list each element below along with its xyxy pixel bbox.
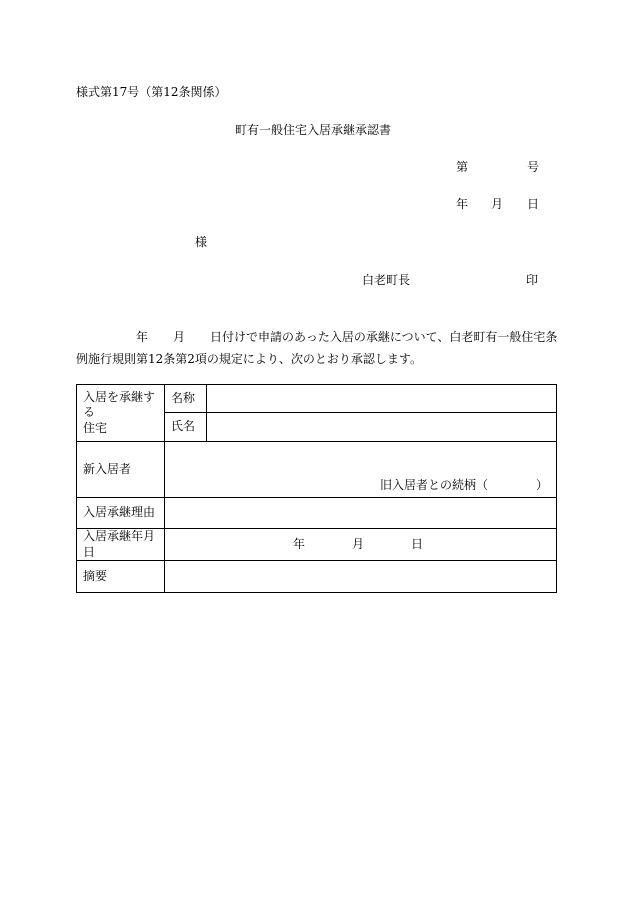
housing-name-label: 名称 — [165, 385, 207, 413]
new-resident-field[interactable] — [165, 442, 557, 498]
remarks-field[interactable] — [165, 561, 557, 593]
reason-field[interactable] — [165, 498, 557, 529]
succession-date-label: 入居承継年月日 — [77, 529, 165, 561]
succession-form-table — [76, 384, 557, 593]
succession-date-day: 日 — [411, 536, 424, 551]
addressee-honorific: 様 — [195, 235, 208, 249]
housing-holder-field[interactable] — [207, 413, 557, 442]
reason-label: 入居承継理由 — [77, 498, 165, 529]
body-month: 月 — [173, 330, 186, 344]
body-line-2: 例施行規則第12条第2項の規定により、次のとおり承認します。 — [76, 352, 422, 366]
housing-label-line-1: 入居を承継する — [83, 389, 156, 420]
issuer-name: 白老町長 — [362, 273, 411, 287]
succession-date-year: 年 — [293, 536, 306, 551]
relation-text: 旧入居者との続柄（ ） — [379, 478, 548, 493]
succession-date-month: 月 — [352, 536, 365, 551]
body-line-1-text: 日付けで申請のあった入居の承継について、白老町有一般住宅条 — [210, 330, 558, 344]
doc-number-prefix: 第 — [456, 160, 469, 174]
body-paragraph — [76, 326, 562, 370]
issue-date-month: 月 — [491, 197, 504, 211]
doc-number-suffix: 号 — [527, 160, 540, 174]
issue-date-year: 年 — [456, 197, 469, 211]
housing-name-field[interactable] — [207, 385, 557, 413]
body-year: 年 — [136, 330, 149, 344]
issue-date-day: 日 — [527, 197, 540, 211]
housing-label-line-2: 住宅 — [83, 420, 108, 435]
issuer-seal: 印 — [526, 273, 539, 287]
document-title: 町有一般住宅入居承継承認書 — [235, 123, 392, 137]
succession-date-field[interactable] — [165, 529, 557, 561]
new-resident-label: 新入居者 — [77, 442, 165, 498]
form-number: 様式第17号（第12条関係） — [76, 85, 227, 99]
housing-holder-label: 氏名 — [165, 413, 207, 442]
remarks-label: 摘要 — [77, 561, 165, 593]
housing-label-cell — [77, 385, 165, 442]
body-line-1 — [76, 326, 562, 348]
